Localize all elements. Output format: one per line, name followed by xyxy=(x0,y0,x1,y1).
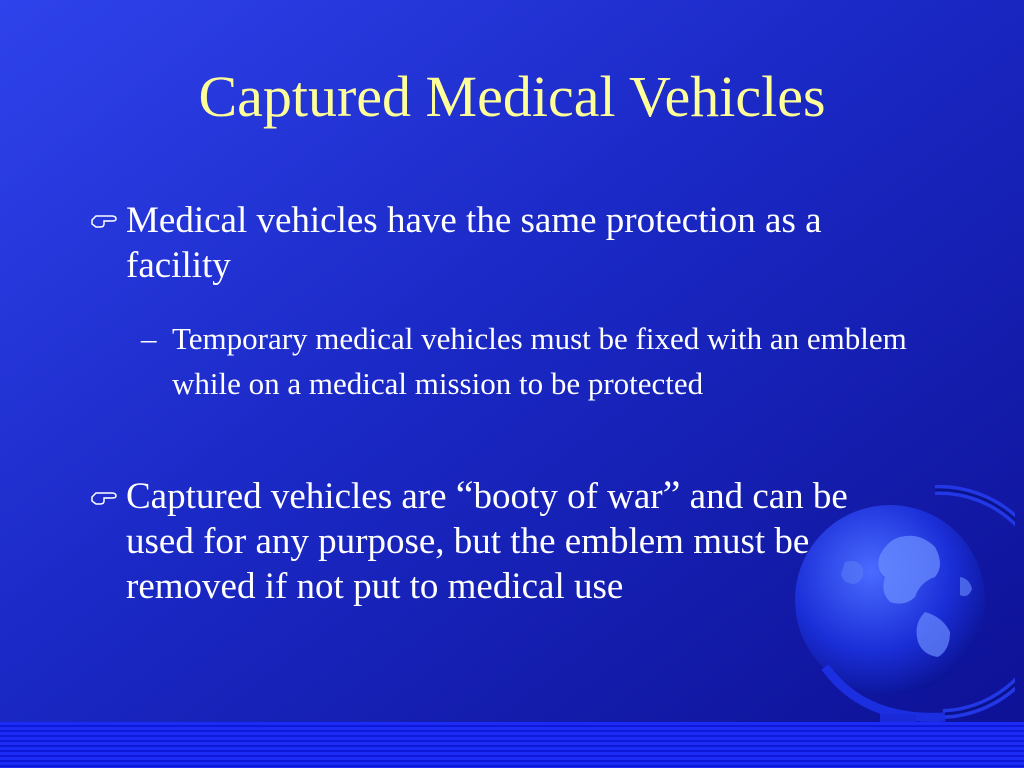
pointing-hand-icon xyxy=(90,210,120,230)
bullet-item-1: Medical vehicles have the same protection as a facility xyxy=(126,200,822,286)
open-quote: “ xyxy=(455,472,474,517)
sub-bullet-item-1: Temporary medical vehicles must be fixed with an emblem while on a medical mission to be protected xyxy=(172,321,907,401)
bullet-item-2 xyxy=(126,472,906,609)
close-quote: ” xyxy=(662,472,681,517)
slide-title: Captured Medical Vehicles xyxy=(198,64,826,129)
bullet-2-text-start: Captured vehicles are xyxy=(126,476,456,517)
bottom-bar xyxy=(0,722,1024,768)
bullet-2-text-end: and can be used for any purpose, but the emblem must be removed if not put to medical use xyxy=(126,476,848,607)
bullet-2-quoted-text: booty of war xyxy=(473,476,663,517)
pointing-hand-icon xyxy=(90,487,120,507)
sub-bullet-dash: – xyxy=(141,321,157,356)
